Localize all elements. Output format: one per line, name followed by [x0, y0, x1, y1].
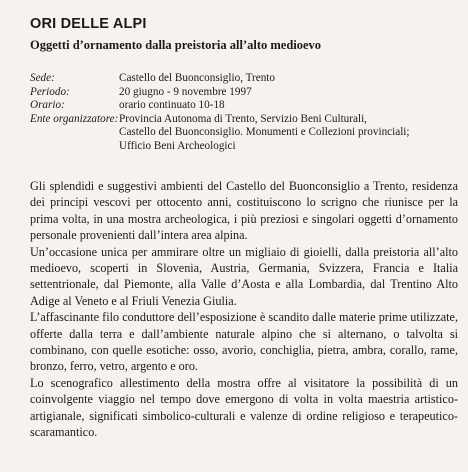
info-row-sede — [30, 72, 460, 86]
info-value-enti — [119, 113, 460, 154]
document-subtitle: Oggetti d’ornamento dalla preistoria all’alto medioevo — [30, 38, 322, 52]
document-title: ORI DELLE ALPI — [30, 16, 147, 32]
body-paragraph: Gli splendidi e suggestivi ambienti del Castello del Buonconsiglio a Trento, residenza dei principi vescovi per ottocento anni, costituiscono lo scrigno che riunisce per la prima volta, in una mostra archeologica, i più preziosi e singolari oggetti d’ornamento personale provenienti dall’intera area alpina. — [30, 179, 458, 243]
info-label-enti: Ente organizzatore: — [30, 112, 119, 125]
body-paragraph: Lo scenografico allestimento della mostra offre al visitatore la possibilità di un coinvolgente viaggio nel tempo dove emergono di volta in volta maestria artistico-artigianale, significati simbolico-culturali e valenze di ordine religioso e terapeutico-scaramantico. — [30, 375, 458, 440]
body-text — [30, 178, 458, 441]
body-paragraph: L’affascinante filo conduttore dell’esposizione è scandito dalle materie prime utilizzate, offerte dalla terra e dall’ambiente naturale alpino che si alternano, o talvolta si combinano, con quelle esotiche: osso, avorio, conchiglia, pietra, ambra, corallo, rame, bronzo, ferro, vetro, argento e oro. — [30, 310, 458, 374]
body-paragraph: Un’occasione unica per ammirare oltre un migliaio di gioielli, dalla preistoria all’alto medioevo, scoperti in Slovenia, Austria, Germania, Svizzera, Francia e Italia settentrionale, dal Piemonte, alla Valle d’Aosta e alla Lombardia, dal Trentino Alto Adige al Veneto e al Friuli Venezia Giulia. — [30, 244, 458, 308]
info-value-periodo: 20 giugno - 9 novembre 1997 — [119, 85, 252, 98]
info-value-enti-line: Ufficio Beni Archeologici — [119, 139, 236, 152]
info-label-sede: Sede: — [30, 72, 55, 84]
info-value-orario: orario continuato 10-18 — [119, 99, 225, 112]
info-block — [30, 72, 460, 154]
info-row-periodo — [30, 86, 460, 100]
info-row-enti — [30, 113, 460, 154]
info-value-sede: Castello del Buonconsiglio, Trento — [119, 72, 276, 84]
info-row-orario — [30, 99, 460, 113]
info-label-periodo: Periodo: — [30, 85, 70, 98]
info-label-orario: Orario: — [30, 99, 65, 112]
info-value-enti-line: Castello del Buonconsiglio. Monumenti e Collezioni provinciali; — [119, 126, 410, 139]
info-value-enti-line: Provincia Autonoma di Trento, Servizio Beni Culturali, — [119, 112, 367, 125]
